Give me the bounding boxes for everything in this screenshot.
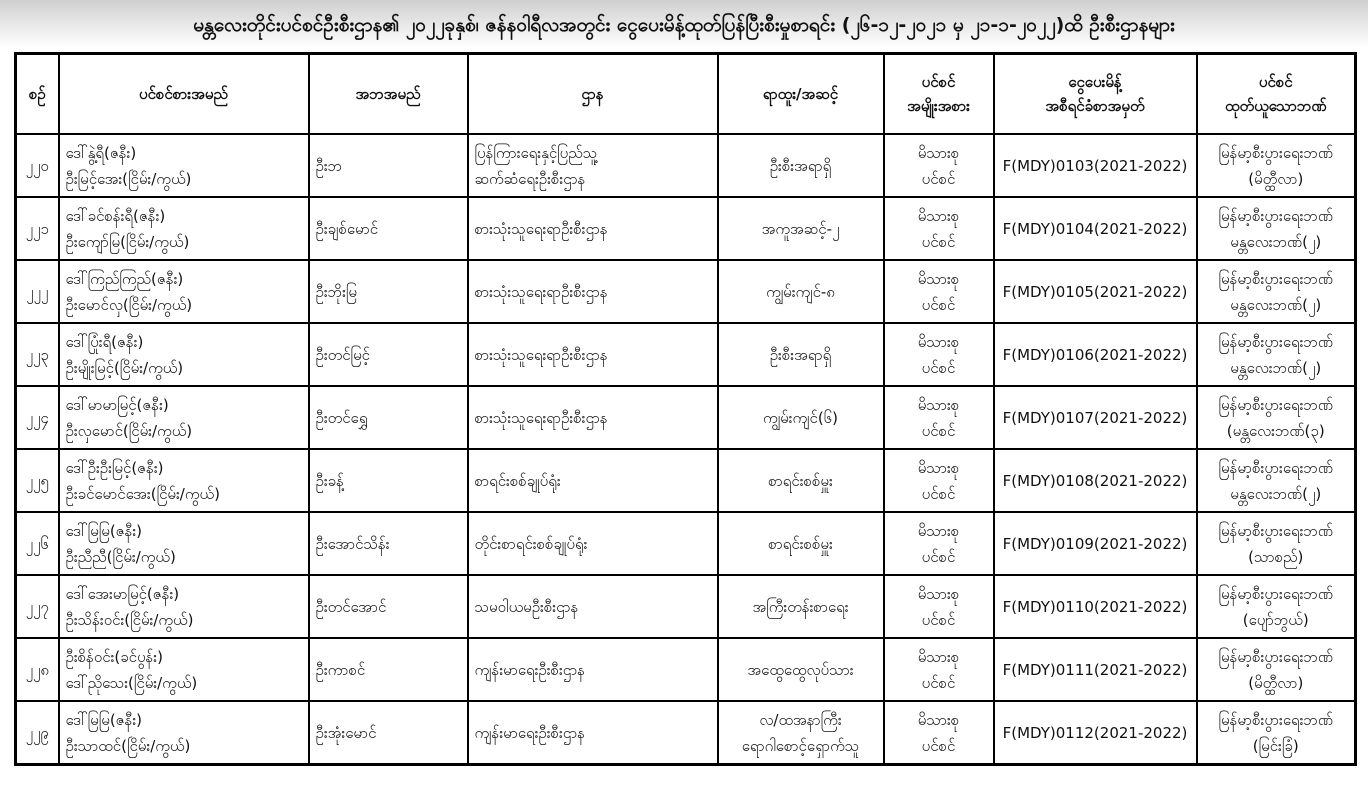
cell-bank xyxy=(1197,575,1356,638)
cell-no xyxy=(16,323,59,386)
table-row xyxy=(16,512,1356,575)
cell-rank xyxy=(718,260,884,323)
cell-pensioner-name xyxy=(59,701,309,765)
cell-pension-type-text: မိသားစု xyxy=(917,143,960,162)
cell-pensioner-name xyxy=(59,134,309,197)
cell-father-name xyxy=(309,134,468,197)
cell-bank-text: မြန်မာ့စီးပွားရေးဘဏ် xyxy=(1218,143,1333,162)
cell-pensioner-name xyxy=(59,638,309,701)
cell-rank-text: အထွေထွေလုပ်သား xyxy=(747,660,854,679)
cell-pensioner-name-text: ဦးမောင်လှ(ငြိမ်း/ကွယ်) xyxy=(65,295,193,314)
cell-department-text: ဆက်ဆံရေးဦးစီးဌာန xyxy=(474,169,586,188)
cell-bank-text: (မန္တလေးဘဏ်(၃) xyxy=(1226,421,1325,440)
cell-pensioner-name-text: ဒေါ်မြမြ(ဇနီး) xyxy=(65,710,143,729)
cell-department-text: တိုင်းစာရင်းစစ်ချုပ်ရုံး xyxy=(474,534,588,553)
cell-no xyxy=(16,386,59,449)
cell-payment-order-no-text: F(MDY)0112(2021-2022) xyxy=(1002,723,1188,742)
cell-pension-type-text: မိသားစု xyxy=(917,269,960,288)
cell-bank-text: မြန်မာ့စီးပွားရေးဘဏ် xyxy=(1218,647,1333,666)
cell-father-name xyxy=(309,260,468,323)
table-row xyxy=(16,701,1356,765)
cell-no-text: ၂၂၂ xyxy=(26,282,49,301)
header-pension-type: ပင်စင် အမျိုးအစား xyxy=(884,54,994,135)
cell-rank-text: ဦးစီးအရာရှိ xyxy=(769,156,832,175)
cell-bank-text: မန္တလေးဘဏ်(၂) xyxy=(1230,358,1322,377)
cell-department-text: သမဝါယမဦးစီးဌာန xyxy=(474,597,579,616)
cell-pension-type xyxy=(884,386,994,449)
cell-rank-text: ဦးစီးအရာရှိ xyxy=(769,345,832,364)
cell-rank xyxy=(718,638,884,701)
table-body xyxy=(16,134,1356,765)
table-row xyxy=(16,449,1356,512)
cell-no xyxy=(16,512,59,575)
cell-bank-text: မြန်မာ့စီးပွားရေးဘဏ် xyxy=(1218,710,1333,729)
cell-pension-type-text: မိသားစု xyxy=(917,710,960,729)
cell-payment-order-no xyxy=(994,323,1197,386)
cell-pensioner-name xyxy=(59,323,309,386)
cell-bank xyxy=(1197,512,1356,575)
cell-pension-type xyxy=(884,134,994,197)
header-bank: ပင်စင် ထုတ်ယူသောဘဏ် xyxy=(1197,54,1356,135)
cell-pension-type-text: ပင်စင် xyxy=(921,169,956,188)
cell-department xyxy=(468,701,718,765)
cell-rank-text: အကူအဆင့်-၂ xyxy=(761,219,840,238)
cell-no xyxy=(16,134,59,197)
cell-father-name xyxy=(309,638,468,701)
cell-no-text: ၂၂၇ xyxy=(25,597,49,616)
cell-rank-text: အကြီးတန်းစာရေး xyxy=(752,597,849,616)
cell-pensioner-name-text: ဦးလှမောင်(ငြိမ်း/ကွယ်) xyxy=(65,421,193,440)
cell-father-name xyxy=(309,449,468,512)
cell-pensioner-name-text: ဒေါ်ကြည်ကြည်(ဇနီး) xyxy=(65,269,184,288)
cell-bank xyxy=(1197,386,1356,449)
header-payment-order-no: ငွေပေးမိန့် အစီရင်ခံစာအမှတ် xyxy=(994,54,1197,135)
cell-pensioner-name xyxy=(59,386,309,449)
cell-rank-text: စာရင်းစစ်မှူး xyxy=(768,534,833,553)
cell-department xyxy=(468,134,718,197)
cell-no xyxy=(16,701,59,765)
cell-pensioner-name-text: ဦးမျိုးမြင့်(ငြိမ်း/ကွယ်) xyxy=(65,358,184,377)
cell-payment-order-no xyxy=(994,638,1197,701)
cell-no-text: ၂၂၀ xyxy=(25,156,49,175)
table-row xyxy=(16,575,1356,638)
cell-pensioner-name-text: ဒေါ်ပြုံးရီ(ဇနီး) xyxy=(65,332,144,351)
cell-department xyxy=(468,512,718,575)
cell-bank-text: (မြင်းခြံ) xyxy=(1252,736,1299,755)
header-father-name: အဘအမည် xyxy=(309,54,468,135)
cell-bank xyxy=(1197,197,1356,260)
cell-no xyxy=(16,197,59,260)
table-row xyxy=(16,260,1356,323)
cell-department-text: ကျန်းမာရေးဦးစီးဌာန xyxy=(474,660,586,679)
cell-pensioner-name-text: ဒေါ်ညိုသေး(ငြိမ်း/ကွယ်) xyxy=(65,673,198,692)
cell-payment-order-no-text: F(MDY)0104(2021-2022) xyxy=(1002,219,1188,238)
cell-pension-type-text: ပင်စင် xyxy=(921,484,956,503)
cell-pensioner-name-text: ဒေါ်မြမြ(ဇနီး) xyxy=(65,521,143,540)
cell-father-name xyxy=(309,197,468,260)
cell-pension-type-text: ပင်စင် xyxy=(921,295,956,314)
cell-bank-text: မြန်မာ့စီးပွားရေးဘဏ် xyxy=(1218,584,1333,603)
cell-rank xyxy=(718,323,884,386)
cell-pensioner-name-text: ဒေါ်မာမာမြင့်(ဇနီး) xyxy=(65,395,169,414)
cell-department-text: စားသုံးသူရေးရာဦးစီးဌာန xyxy=(474,282,608,301)
cell-payment-order-no xyxy=(994,575,1197,638)
cell-payment-order-no-text: F(MDY)0103(2021-2022) xyxy=(1002,156,1188,175)
cell-no-text: ၂၂၈ xyxy=(25,660,49,679)
cell-pensioner-name xyxy=(59,575,309,638)
cell-payment-order-no xyxy=(994,260,1197,323)
cell-father-name-text: ဦးတင်ရွှေ xyxy=(315,408,368,427)
cell-department xyxy=(468,449,718,512)
table-row xyxy=(16,323,1356,386)
cell-pension-type-text: ပင်စင် xyxy=(921,547,956,566)
page-title: မန္တလေးတိုင်းပင်စင်ဦးစီးဌာန၏ ၂၀၂၂ခုနှစ်၊ ဇန်နဝါရီလအတွင်း ငွေပေးမိန့်ထုတ်ပြန်ပြီးစီးမှုစာရင်း (၂၆-၁၂-၂၀၂၁ မှ ၂၁-၁-၂၀၂၂)ထိ ဦးစီးဌာနများ xyxy=(193,14,1175,36)
cell-payment-order-no-text: F(MDY)0111(2021-2022) xyxy=(1002,660,1188,679)
cell-father-name-text: ဦးအောင်သိန်း xyxy=(315,534,390,553)
cell-pension-type xyxy=(884,512,994,575)
cell-pensioner-name xyxy=(59,512,309,575)
table-row xyxy=(16,386,1356,449)
cell-pensioner-name-text: ဒေါ်နွဲ့ရီ(ဇနီး) xyxy=(65,143,137,162)
cell-pension-type-text: မိသားစု xyxy=(917,458,960,477)
cell-pensioner-name xyxy=(59,197,309,260)
cell-rank-text: ကျွမ်းကျင်(၆) xyxy=(763,408,838,427)
cell-bank xyxy=(1197,638,1356,701)
cell-rank xyxy=(718,449,884,512)
cell-payment-order-no xyxy=(994,512,1197,575)
cell-department-text: ပြန်ကြားရေးနှင့်ပြည်သူ့ xyxy=(474,143,598,162)
cell-rank xyxy=(718,575,884,638)
cell-no-text: ၂၂၁ xyxy=(25,219,49,238)
table-row xyxy=(16,134,1356,197)
cell-pensioner-name xyxy=(59,449,309,512)
cell-bank xyxy=(1197,449,1356,512)
cell-department xyxy=(468,197,718,260)
cell-payment-order-no-text: F(MDY)0109(2021-2022) xyxy=(1002,534,1188,553)
cell-pension-type-text: မိသားစု xyxy=(917,521,960,540)
cell-pensioner-name-text: ဦးစိန်ဝင်း(ခင်ပွန်း) xyxy=(65,647,163,666)
cell-pensioner-name-text: ဦးမြင့်အေး(ငြိမ်း/ကွယ်) xyxy=(65,169,192,188)
cell-bank-text: မန္တလေးဘဏ်(၂) xyxy=(1230,484,1322,503)
cell-payment-order-no xyxy=(994,386,1197,449)
cell-pensioner-name-text: ဒေါ်ခင်စန်းရီ(ဇနီး) xyxy=(65,206,166,225)
cell-pension-type xyxy=(884,449,994,512)
cell-payment-order-no xyxy=(994,134,1197,197)
cell-pension-type-text: ပင်စင် xyxy=(921,358,956,377)
cell-bank-text: မြန်မာ့စီးပွားရေးဘဏ် xyxy=(1218,332,1333,351)
cell-father-name-text: ဦးကာစင် xyxy=(315,660,366,679)
cell-no xyxy=(16,575,59,638)
cell-bank-text: (မိတ္ထီလာ) xyxy=(1248,169,1304,188)
cell-payment-order-no-text: F(MDY)0106(2021-2022) xyxy=(1002,345,1188,364)
cell-bank xyxy=(1197,260,1356,323)
cell-payment-order-no-text: F(MDY)0108(2021-2022) xyxy=(1002,471,1188,490)
header-rank: ရာထူး/အဆင့် xyxy=(718,54,884,135)
cell-pensioner-name-text: ဦးသာထင်(ငြိမ်း/ကွယ်) xyxy=(65,736,191,755)
cell-pension-type-text: ပင်စင် xyxy=(921,673,956,692)
cell-pensioner-name-text: ဦးခင်မောင်အေး(ငြိမ်း/ကွယ်) xyxy=(65,484,220,503)
cell-payment-order-no xyxy=(994,197,1197,260)
cell-pension-type-text: ပင်စင် xyxy=(921,736,956,755)
cell-department xyxy=(468,575,718,638)
cell-rank xyxy=(718,197,884,260)
cell-bank-text: မြန်မာ့စီးပွားရေးဘဏ် xyxy=(1218,269,1333,288)
cell-bank-text: မန္တလေးဘဏ်(၂) xyxy=(1230,295,1322,314)
cell-no-text: ၂၂၉ xyxy=(25,723,49,742)
cell-pensioner-name-text: ဦးညီညီ(ငြိမ်း/ကွယ်) xyxy=(65,547,176,566)
cell-payment-order-no xyxy=(994,701,1197,765)
cell-no-text: ၂၂၄ xyxy=(25,408,49,427)
cell-father-name xyxy=(309,575,468,638)
cell-pension-type-text: ပင်စင် xyxy=(921,421,956,440)
cell-rank xyxy=(718,386,884,449)
cell-pension-type-text: ပင်စင် xyxy=(921,610,956,629)
cell-father-name-text: ဦးချစ်မောင် xyxy=(315,219,379,238)
cell-pension-type-text: မိသားစု xyxy=(917,584,960,603)
cell-pensioner-name-text: ဦးကျော်မြ(ငြိမ်း/ကွယ်) xyxy=(65,232,190,251)
cell-payment-order-no-text: F(MDY)0107(2021-2022) xyxy=(1002,408,1188,427)
cell-rank-text: ကျွမ်းကျင်-၈ xyxy=(766,282,835,301)
cell-no-text: ၂၂၅ xyxy=(25,471,49,490)
cell-bank xyxy=(1197,323,1356,386)
cell-department xyxy=(468,260,718,323)
cell-no-text: ၂၂၆ xyxy=(25,534,49,553)
cell-pensioner-name xyxy=(59,260,309,323)
cell-pension-type-text: မိသားစု xyxy=(917,206,960,225)
cell-pension-type xyxy=(884,260,994,323)
cell-department xyxy=(468,323,718,386)
cell-bank xyxy=(1197,701,1356,765)
cell-pensioner-name-text: ဒေါ်ဦးဦးမြင့်(ဇနီး) xyxy=(65,458,164,477)
cell-father-name-text: ဦးဘိုးမြ xyxy=(315,282,357,301)
cell-department-text: ကျန်းမာရေးဦးစီးဌာန xyxy=(474,723,586,742)
cell-rank-text: စာရင်းစစ်မှူး xyxy=(768,471,833,490)
cell-bank-text: မြန်မာ့စီးပွားရေးဘဏ် xyxy=(1218,395,1333,414)
table-header-row xyxy=(16,54,1356,135)
cell-department xyxy=(468,638,718,701)
cell-father-name xyxy=(309,386,468,449)
cell-rank xyxy=(718,701,884,765)
cell-department xyxy=(468,386,718,449)
cell-pensioner-name-text: ဒေါ်အေးမာမြင့်(ဇနီး) xyxy=(65,584,180,603)
cell-father-name-text: ဦးဘ xyxy=(315,156,343,175)
cell-department-text: စာရင်းစစ်ချုပ်ရုံး xyxy=(474,471,561,490)
cell-pension-type xyxy=(884,701,994,765)
header-no: စဉ် xyxy=(16,54,59,135)
cell-payment-order-no xyxy=(994,449,1197,512)
cell-father-name-text: ဦးတင်မြင့် xyxy=(315,345,370,364)
cell-bank xyxy=(1197,134,1356,197)
cell-bank-text: (ပျော်ဘွယ်) xyxy=(1242,610,1309,629)
cell-pensioner-name-text: ဦးသိန်းဝင်း(ငြိမ်း/ကွယ်) xyxy=(65,610,194,629)
cell-department-text: စားသုံးသူရေးရာဦးစီးဌာန xyxy=(474,345,608,364)
cell-pension-type xyxy=(884,197,994,260)
cell-bank-text: မြန်မာ့စီးပွားရေးဘဏ် xyxy=(1218,206,1333,225)
cell-pension-type-text: မိသားစု xyxy=(917,395,960,414)
cell-father-name-text: ဦးတင်အောင် xyxy=(315,597,387,616)
table-row xyxy=(16,638,1356,701)
cell-payment-order-no-text: F(MDY)0110(2021-2022) xyxy=(1002,597,1188,616)
cell-rank xyxy=(718,512,884,575)
cell-bank-text: မန္တလေးဘဏ်(၂) xyxy=(1230,232,1322,251)
cell-bank-text: (သာစည်) xyxy=(1248,547,1304,566)
cell-pension-type-text: ပင်စင် xyxy=(921,232,956,251)
cell-father-name-text: ဦးခန့် xyxy=(315,471,344,490)
cell-pension-type xyxy=(884,638,994,701)
cell-pension-type-text: မိသားစု xyxy=(917,647,960,666)
cell-rank-text: လ/ထအနာကြီး xyxy=(759,710,842,729)
pension-table xyxy=(14,52,1357,766)
cell-payment-order-no-text: F(MDY)0105(2021-2022) xyxy=(1002,282,1188,301)
cell-rank-text: ရောဂါစောင့်ရှောက်သူ xyxy=(741,736,860,755)
cell-bank-text: (မိတ္ထီလာ) xyxy=(1248,673,1304,692)
table-row xyxy=(16,197,1356,260)
cell-rank xyxy=(718,134,884,197)
cell-father-name xyxy=(309,701,468,765)
header-pensioner-name: ပင်စင်စားအမည် xyxy=(59,54,309,135)
cell-pension-type-text: မိသားစု xyxy=(917,332,960,351)
cell-no xyxy=(16,260,59,323)
cell-pension-type xyxy=(884,323,994,386)
cell-father-name xyxy=(309,512,468,575)
cell-bank-text: မြန်မာ့စီးပွားရေးဘဏ် xyxy=(1218,458,1333,477)
cell-no-text: ၂၂၃ xyxy=(25,345,49,364)
cell-father-name-text: ဦးအုံးမောင် xyxy=(315,723,377,742)
header-department: ဌာန xyxy=(468,54,718,135)
cell-father-name xyxy=(309,323,468,386)
cell-bank-text: မြန်မာ့စီးပွားရေးဘဏ် xyxy=(1218,521,1333,540)
cell-pension-type xyxy=(884,575,994,638)
cell-department-text: စားသုံးသူရေးရာဦးစီးဌာန xyxy=(474,219,608,238)
cell-department-text: စားသုံးသူရေးရာဦးစီးဌာန xyxy=(474,408,608,427)
cell-no xyxy=(16,449,59,512)
cell-no xyxy=(16,638,59,701)
